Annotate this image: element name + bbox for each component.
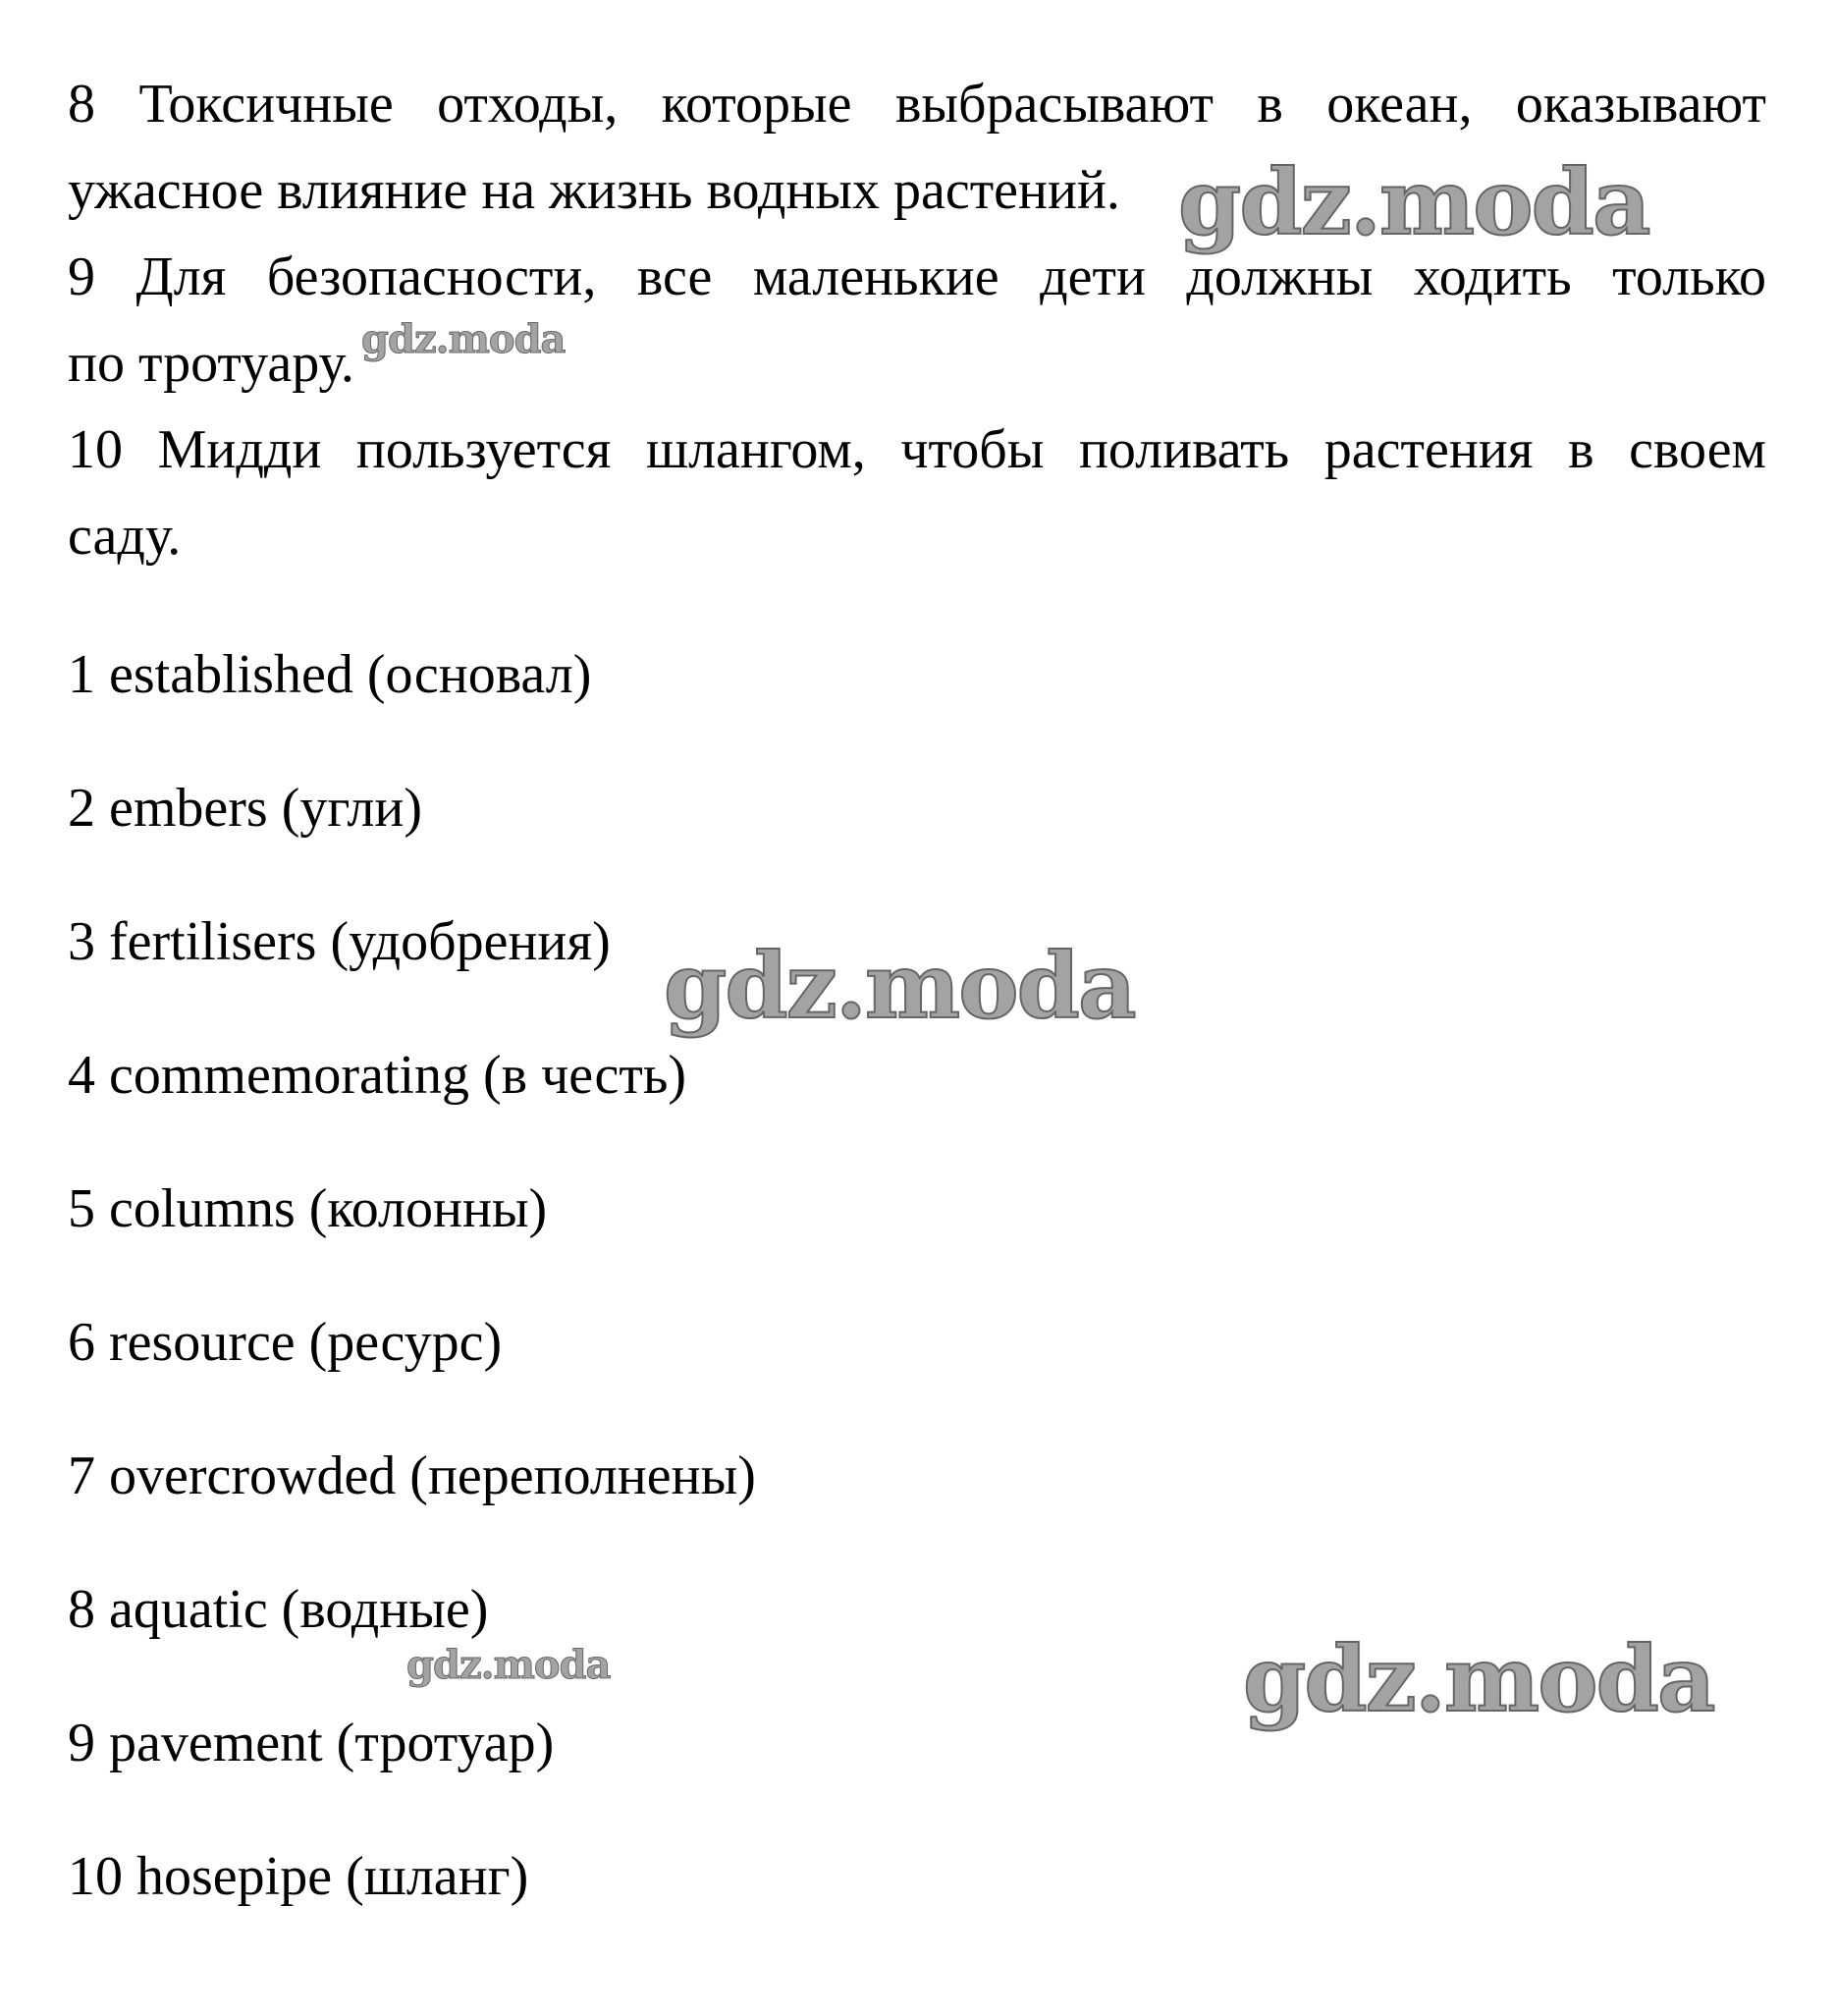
answer-item: 9 pavement (тротуар) (68, 1713, 555, 1773)
sentence-line: ужасное влияние на жизнь водных растений. (68, 160, 1120, 221)
answer-item: 3 fertilisers (удобрения) (68, 911, 611, 972)
watermark: gdz.moda (406, 1642, 611, 1688)
answer-item: 7 overcrowded (переполнены) (68, 1445, 756, 1506)
answer-item: 4 commemorating (в честь) (68, 1045, 687, 1106)
sentence-line: по тротуару. (68, 333, 354, 394)
sentence-line: саду. (68, 506, 182, 567)
sentence-line: 10 Мидди пользуется шлангом, чтобы поливать растения в своем (68, 419, 1766, 480)
answer-item: 5 columns (колонны) (68, 1178, 548, 1239)
sentence-line: 8 Токсичные отходы, которые выбрасывают в океан, оказывают (68, 74, 1766, 135)
sentence-line: 9 Для безопасности, все маленькие дети должны ходить только (68, 246, 1766, 307)
watermark: gdz.moda (361, 316, 566, 362)
answer-item: 1 established (основал) (68, 644, 592, 705)
watermark: gdz.moda (1243, 1626, 1714, 1732)
answer-item: 2 embers (угли) (68, 778, 423, 839)
answer-item: 10 hosepipe (шланг) (68, 1846, 529, 1907)
answer-item: 6 resource (ресурс) (68, 1312, 503, 1373)
watermark: gdz.moda (664, 933, 1135, 1039)
watermark: gdz.moda (1178, 149, 1649, 255)
answer-item: 8 aquatic (водные) (68, 1579, 489, 1640)
